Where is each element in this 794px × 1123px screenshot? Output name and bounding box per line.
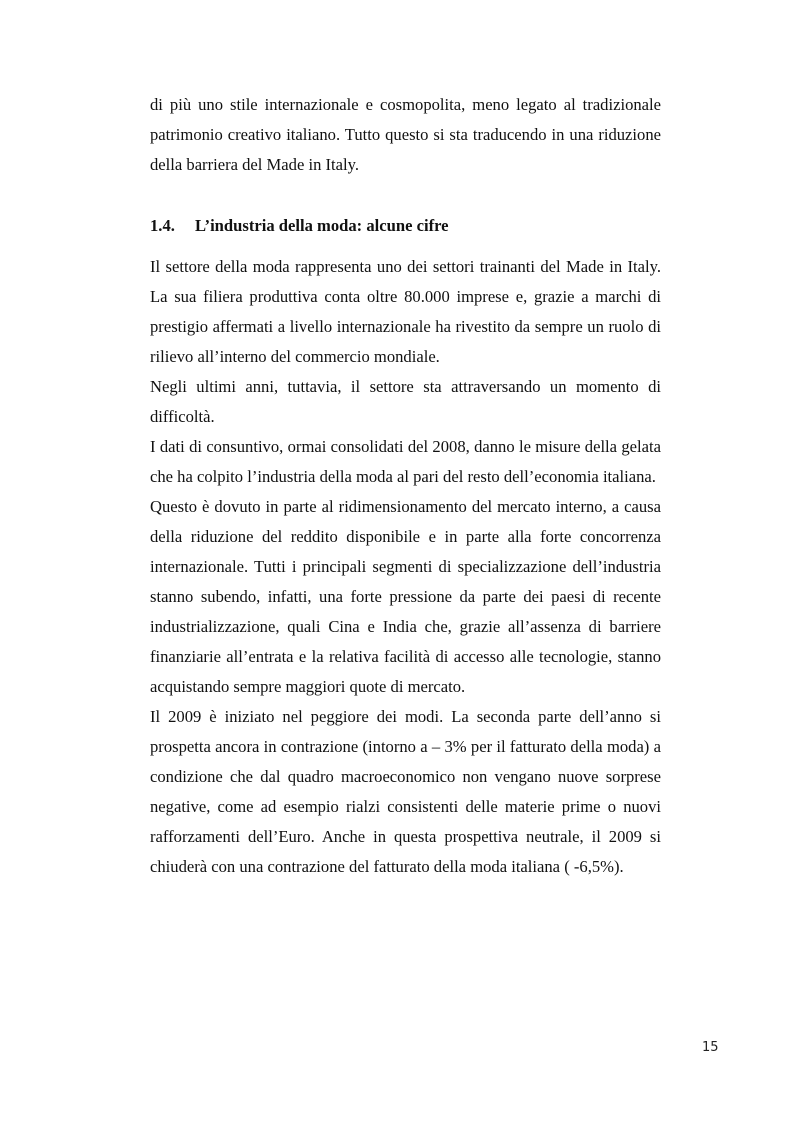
section-body — [150, 252, 661, 882]
body-paragraph: I dati di consuntivo, ormai consolidati del 2008, danno le misure della gelata che ha colpito l’industria della moda al pari del resto dell’economia italiana. — [150, 437, 661, 486]
body-paragraph: Il settore della moda rappresenta uno dei settori trainanti del Made in Italy. La sua filiera produttiva conta oltre 80.000 imprese e, grazie a marchi di prestigio affermati a livello internazionale ha rivestito da sempre un ruolo di rilievo all’interno del commercio mondiale. — [150, 257, 661, 366]
body-paragraph: Il 2009 è iniziato nel peggiore dei modi. La seconda parte dell’anno si prospetta ancora in contrazione (intorno a – 3% per il fatturato della moda) a condizione che dal quadro macroeconomico non vengano nuove sorprese negative, come ad esempio rialzi consistenti delle materie prime o nuovi rafforzamenti dell’Euro. Anche in questa prospettiva neutrale, il 2009 si chiuderà con una contrazione del fatturato della moda italiana ( -6,5%). — [150, 707, 661, 876]
section-number: 1.4. — [150, 216, 175, 235]
section-heading — [150, 211, 449, 241]
page-number: 15 — [702, 1040, 719, 1055]
body-paragraph: Negli ultimi anni, tuttavia, il settore sta attraversando un momento di difficoltà. — [150, 377, 661, 426]
section-title: L’industria della moda: alcune cifre — [195, 216, 449, 235]
continuation-paragraph: di più uno stile internazionale e cosmopolita, meno legato al tradizionale patrimonio creativo italiano. Tutto questo si sta traducendo in una riduzione della barriera del Made in Italy. — [150, 95, 661, 174]
continuation-block — [150, 90, 661, 180]
body-paragraph: Questo è dovuto in parte al ridimensionamento del mercato interno, a causa della riduzione del reddito disponibile e in parte alla forte concorrenza internazionale. Tutti i principali segmenti di specializzazione dell’industria stanno subendo, infatti, una forte pressione da parte dei paesi di recente industrializzazione, quali Cina e India che, grazie all’assenza di barriere finanziarie all’entrata e la relativa facilità di accesso alle tecnologie, stanno acquistando sempre maggiori quote di mercato. — [150, 497, 661, 696]
